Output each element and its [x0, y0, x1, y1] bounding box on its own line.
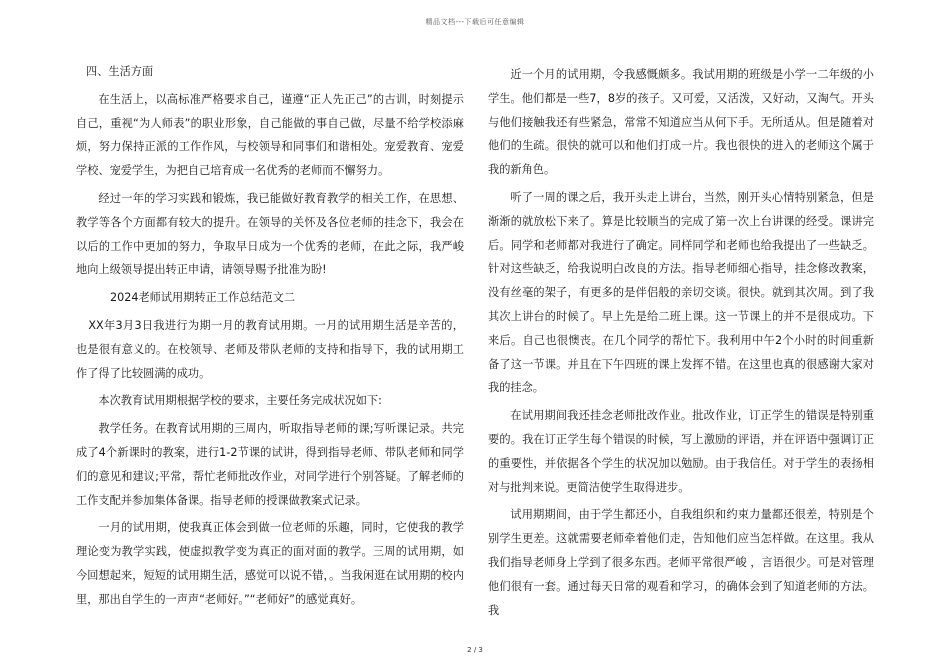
paragraph-discipline: 试用期期间，由于学生都还小，自我组织和约束力量都还很差，特别是个别学生更差。这就需要老师牵着他们走，告知他们应当怎样做。在这里。我从我们指导老师身上学到了很多东西。老师平常很严峻 ，言语很少。可是对管理他们很有一套。通过每天日常的观看和学习，的确体会到了知道老师的方法。我 — [488, 508, 874, 617]
paragraph-life: 在生活上，以高标准严格要求自己，谨遵“正人先正己”的古训，时刻提示自己，重视“为人师表”的职业形象，自己能做的事自己做，尽量不给学校添麻烦，努力保持正派的工作作风，与校领导和同事们和谐相处。宠爱教育、宠爱学校、宠爱学生，为把自己培育成一名优秀的老师而不懈努力。 — [76, 92, 464, 178]
article-subtitle: 2024老师试用期转正工作总结范文二 — [110, 291, 296, 305]
left-column — [76, 60, 464, 616]
right-column — [488, 63, 874, 626]
paragraph-summary: 经过一年的学习实践和锻炼，我已能做好教育教学的相关工作，在思想、教学等各个方面都有较大的提升。在领导的关怀及各位老师的挂念下，我会在以后的工作中更加的努力，争取早日成为一个优秀的老师，在此之际，我严峻 地向上级领导提出转正申请，请领导赐予批准为盼! — [76, 191, 464, 277]
page-header: 精品文档---下载后可任意编辑 — [425, 18, 525, 26]
paragraph-first-lecture: 听了一周的课之后，我开头走上讲台，当然，刚开头心情特别紧急，但是渐渐的就放松下来了。算是比较顺当的完成了第一次上台讲课的经受。课讲完后。同学和老师都对我进行了确定。同样同学和老师也给我提出了一些缺乏。针对这些缺乏，给我说明白改良的方法。指导老师细心指导，挂念修改教案，没有丝毫的架子，有更多的是伴侣般的亲切交谈。很快。就到其次周。到了我其次上讲台的时候了。早上先是给二班上课。这一节课上的并不是很成功。下来后。自己也很懊丧。在几个同学的帮忙下。我利用中午2个小时的时间重新备了这一节课。并且在下午四班的课上发挥不错。在这里也真的很感谢大家对我的挂念。 — [488, 190, 874, 395]
paragraph-teaching-tasks: 教学任务。在教育试用期的三周内，听取指导老师的课;写听课记录。共完成了4个新课时的教案，进行1-2节课的试讲，得到指导老师、带队老师和同学们的意见和建议;平常，帮忙老师批改作业，对同学进行个别答疑。了解老师的工作支配并参加集体备课。指导老师的授课做教案式记录。 — [76, 422, 464, 507]
paragraph-tasks-intro: 本次教育试用期根据学校的要求，主要任务完成状况如下: — [98, 394, 382, 408]
paragraph-reflection: 一月的试用期，使我真正体会到做一位老师的乐趣，同时，它使我的教学理论变为教学实践，使虚拟教学变为真正的面对面的教学。三周的试用期，如今回想起来，短短的试用期生活，感觉可以说不错，。当我闲逛在试用期的校内里，那出自学生的一声声“老师好。”“老师好”的感觉真好。 — [76, 521, 464, 606]
paragraph-grading: 在试用期间我还挂念老师批改作业。批改作业，订正学生的错误是特别重要的。我在订正学生每个错误的时候，写上激励的评语，并在评语中强调订正的重要性，并依据各个学生的状况加以勉励。由于我信任。对于学生的表扬相对与批判来说。更简洁使学生取得进步。 — [488, 409, 874, 494]
paragraph-intro: XX年3月3日我进行为期一月的教育试用期。一月的试用期生活是辛苦的，也是很有意义的。在校领导、老师及带队老师的支持和指导下，我的试用期工作了得了比较圆满的成功。 — [76, 318, 464, 380]
section-heading: 四、生活方面 — [86, 65, 154, 78]
page-number: 2 / 3 — [467, 646, 483, 654]
paragraph-first-month: 近一个月的试用期，令我感慨颇多。我试用期的班级是小学一二年级的小学生。他们都是一些7，8岁的孩子。又可爱，又活泼，又好动，又淘气。开头与他们接触我还有些紧急，常常不知道应当从何下手。无所适从。但是随着对他们的生疏。很快的就可以和他们打成一片。我也很快的进入的老师这个属于我的新角色。 — [488, 68, 874, 177]
